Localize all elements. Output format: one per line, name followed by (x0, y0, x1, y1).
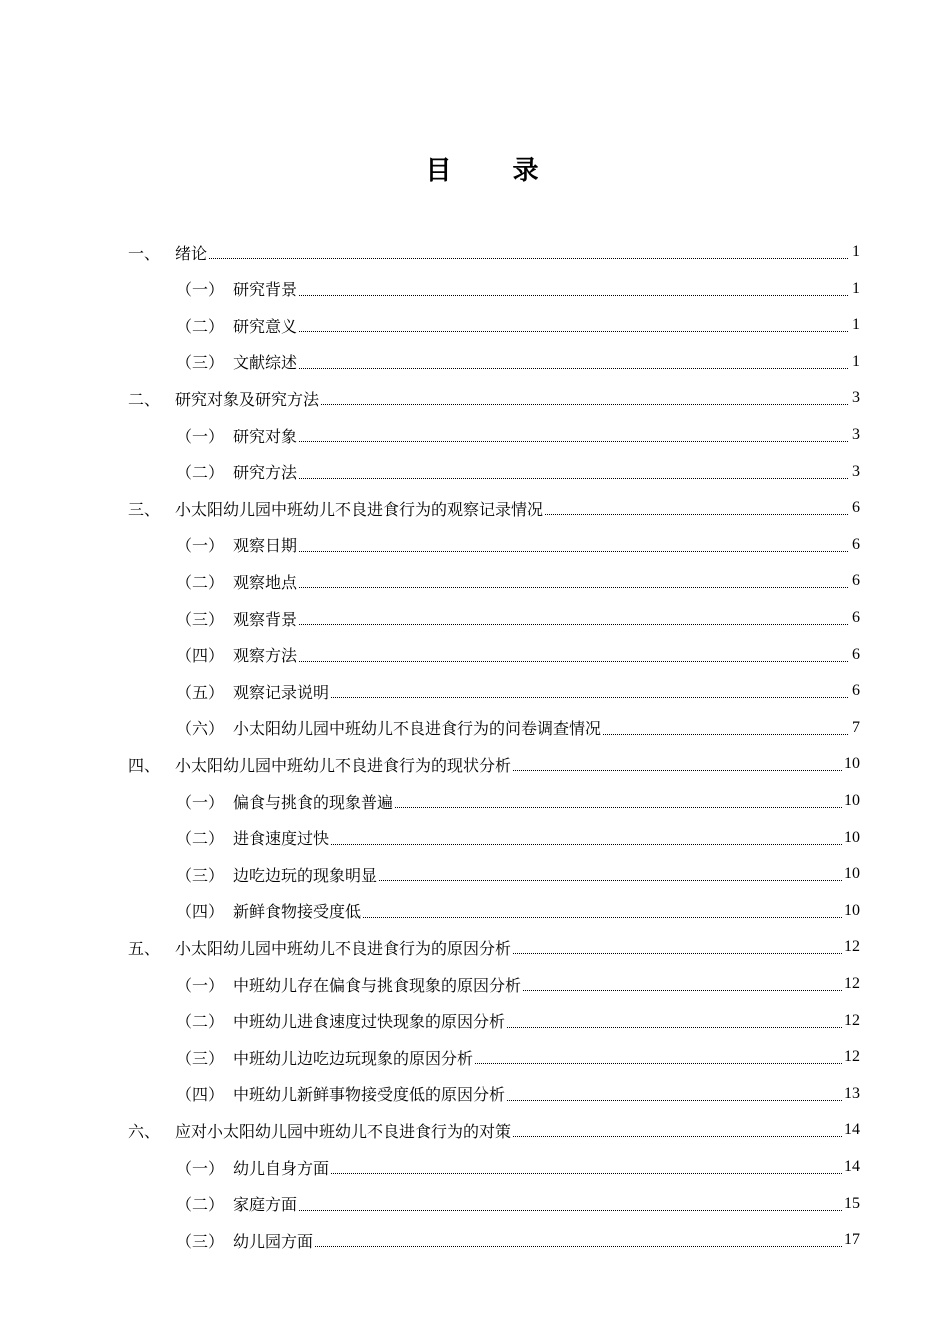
toc-section-entry[interactable] (176, 710, 860, 746)
toc-entry-page-number: 10 (844, 792, 860, 809)
toc-entry-page-number: 6 (852, 499, 860, 517)
toc-entry-label: 中班幼儿存在偏食与挑食现象的原因分析 (233, 975, 522, 995)
toc-section-entry[interactable] (176, 893, 860, 929)
toc-dot-leader (209, 257, 848, 259)
toc-dot-leader (299, 660, 848, 662)
toc-section-entry[interactable] (176, 673, 860, 709)
toc-section-entry[interactable] (176, 1222, 860, 1258)
toc-entry-page-number: 10 (844, 755, 860, 773)
toc-entry-number: 四、 (128, 755, 161, 775)
toc-entry-number: （四） (176, 646, 225, 666)
toc-entry-number: （三） (176, 1048, 225, 1068)
toc-entry-label: 观察地点 (233, 572, 298, 592)
toc-entry-number: （四） (176, 902, 225, 922)
toc-entry-number: （六） (176, 719, 225, 739)
toc-entry-number: （五） (176, 682, 225, 702)
toc-section-entry[interactable] (176, 1076, 860, 1112)
toc-entry-number: （一） (176, 792, 225, 812)
toc-section-entry[interactable] (176, 454, 860, 490)
toc-entry-label: 文献综述 (233, 353, 298, 373)
toc-entry-page-number: 12 (844, 975, 860, 992)
toc-chapter-entry[interactable] (128, 490, 860, 526)
toc-entry-label: 观察日期 (233, 536, 298, 556)
toc-dot-leader (507, 1099, 842, 1101)
toc-entry-page-number: 1 (852, 243, 860, 260)
toc-entry-page-number: 6 (852, 572, 860, 590)
toc-entry-number: （三） (176, 609, 225, 629)
toc-section-entry[interactable] (176, 344, 860, 380)
toc-entry-number: （三） (176, 1231, 225, 1251)
toc-chapter-entry[interactable] (128, 746, 860, 782)
toc-dot-leader (299, 367, 848, 369)
toc-entry-page-number: 14 (844, 1121, 860, 1139)
toc-dot-leader (299, 330, 848, 332)
toc-section-entry[interactable] (176, 1039, 860, 1075)
toc-entry-page-number: 14 (844, 1158, 860, 1175)
toc-entry-label: 观察记录说明 (233, 682, 330, 702)
toc-chapter-entry[interactable] (128, 929, 860, 965)
toc-dot-leader (331, 843, 842, 845)
toc-section-entry[interactable] (176, 1149, 860, 1185)
toc-dot-leader (331, 696, 848, 698)
toc-chapter-entry[interactable] (128, 380, 860, 416)
toc-entry-number: （四） (176, 1085, 225, 1105)
toc-entry-number: 一、 (128, 243, 161, 263)
toc-entry-page-number: 6 (852, 609, 860, 626)
toc-entry-number: （一） (176, 975, 225, 995)
toc-entry-label: 观察方法 (233, 646, 298, 666)
toc-entry-page-number: 6 (852, 535, 860, 553)
toc-dot-leader (299, 440, 848, 442)
toc-entry-page-number: 3 (852, 389, 860, 407)
toc-section-entry[interactable] (176, 417, 860, 453)
toc-entry-number: （一） (176, 1158, 225, 1178)
toc-section-entry[interactable] (176, 966, 860, 1002)
toc-section-entry[interactable] (176, 307, 860, 343)
toc-entry-label: 研究方法 (233, 463, 298, 483)
toc-entry-page-number: 17 (844, 1231, 860, 1249)
toc-entry-label: 研究背景 (233, 280, 298, 300)
toc-entry-label: 中班幼儿边吃边玩现象的原因分析 (233, 1048, 474, 1068)
toc-entry-number: （二） (176, 1012, 225, 1032)
toc-entry-label: 幼儿园方面 (233, 1231, 314, 1251)
toc-entry-label: 应对小太阳幼儿园中班幼儿不良进食行为的对策 (175, 1121, 512, 1141)
toc-entry-page-number: 13 (844, 1084, 860, 1102)
toc-entry-number: 三、 (128, 499, 161, 519)
toc-entry-label: 幼儿自身方面 (233, 1158, 330, 1178)
toc-dot-leader (545, 513, 848, 515)
toc-section-entry[interactable] (176, 637, 860, 673)
toc-entry-page-number: 12 (844, 1048, 860, 1066)
toc-dot-leader (475, 1062, 842, 1064)
toc-chapter-entry[interactable] (128, 1112, 860, 1148)
toc-dot-leader (513, 1135, 842, 1137)
toc-entry-label: 小太阳幼儿园中班幼儿不良进食行为的观察记录情况 (175, 499, 544, 519)
toc-entry-label: 中班幼儿进食速度过快现象的原因分析 (233, 1012, 506, 1032)
toc-dot-leader (321, 403, 848, 405)
toc-entry-number: （二） (176, 463, 225, 483)
toc-entry-number: （二） (176, 1195, 225, 1215)
toc-entry-number: （二） (176, 572, 225, 592)
toc-entry-page-number: 3 (852, 426, 860, 443)
toc-dot-leader (379, 879, 842, 881)
toc-dot-leader (603, 733, 848, 735)
toc-dot-leader (363, 916, 842, 918)
toc-entry-label: 中班幼儿新鲜事物接受度低的原因分析 (233, 1085, 506, 1105)
toc-section-entry[interactable] (176, 563, 860, 599)
toc-entry-page-number: 7 (852, 718, 860, 736)
toc-entry-number: 二、 (128, 389, 161, 409)
toc-dot-leader (513, 769, 842, 771)
toc-entry-label: 研究对象及研究方法 (175, 389, 320, 409)
toc-dot-leader (513, 952, 842, 954)
toc-dot-leader (507, 1026, 842, 1028)
toc-section-entry[interactable] (176, 820, 860, 856)
toc-dot-leader (299, 477, 848, 479)
toc-entry-number: （三） (176, 865, 225, 885)
toc-entry-page-number: 1 (852, 279, 860, 297)
toc-entry-page-number: 12 (844, 1011, 860, 1029)
toc-entry-label: 偏食与挑食的现象普遍 (233, 792, 394, 812)
toc-entry-label: 观察背景 (233, 609, 298, 629)
page-title: 目 录 (425, 156, 565, 186)
toc-entry-number: 六、 (128, 1121, 161, 1141)
toc-section-entry[interactable] (176, 600, 860, 636)
toc-entry-number: （二） (176, 829, 225, 849)
toc-entry-label: 进食速度过快 (233, 829, 330, 849)
toc-dot-leader (523, 989, 842, 991)
toc-entry-number: （一） (176, 536, 225, 556)
toc-entry-label: 研究对象 (233, 426, 298, 446)
toc-section-entry[interactable] (176, 271, 860, 307)
toc-section-entry[interactable] (176, 783, 860, 819)
toc-entry-label: 小太阳幼儿园中班幼儿不良进食行为的现状分析 (175, 755, 512, 775)
toc-dot-leader (299, 586, 848, 588)
toc-entry-page-number: 12 (844, 938, 860, 956)
toc-entry-number: （三） (176, 353, 225, 373)
toc-entry-label: 边吃边玩的现象明显 (233, 865, 378, 885)
toc-section-entry[interactable] (176, 856, 860, 892)
toc-dot-leader (299, 550, 848, 552)
toc-entry-page-number: 10 (844, 901, 860, 919)
toc-dot-leader (331, 1172, 842, 1174)
toc-entry-page-number: 10 (844, 828, 860, 846)
toc-entry-label: 小太阳幼儿园中班幼儿不良进食行为的问卷调查情况 (233, 719, 602, 739)
toc-dot-leader (299, 623, 848, 625)
toc-entry-number: （一） (176, 280, 225, 300)
toc-entry-page-number: 6 (852, 682, 860, 700)
toc-dot-leader (395, 806, 842, 808)
toc-chapter-entry[interactable] (128, 234, 860, 270)
toc-entry-page-number: 15 (844, 1194, 860, 1212)
toc-entry-label: 绪论 (175, 243, 208, 263)
toc-entry-label: 家庭方面 (233, 1195, 298, 1215)
toc-entry-page-number: 10 (844, 865, 860, 883)
toc-dot-leader (315, 1245, 842, 1247)
toc-entry-number: （一） (176, 426, 225, 446)
toc-section-entry[interactable] (176, 1186, 860, 1222)
toc-entry-page-number: 6 (852, 645, 860, 663)
toc-entry-label: 研究意义 (233, 316, 298, 336)
toc-section-entry[interactable] (176, 527, 860, 563)
toc-entry-number: 五、 (128, 938, 161, 958)
toc-entry-label: 新鲜食物接受度低 (233, 902, 362, 922)
toc-entry-number: （二） (176, 316, 225, 336)
toc-entry-page-number: 3 (852, 462, 860, 480)
toc-entry-page-number: 1 (852, 352, 860, 370)
toc-dot-leader (299, 1209, 842, 1211)
toc-entry-label: 小太阳幼儿园中班幼儿不良进食行为的原因分析 (175, 938, 512, 958)
toc-dot-leader (299, 294, 848, 296)
toc-entry-page-number: 1 (852, 316, 860, 334)
toc-section-entry[interactable] (176, 1003, 860, 1039)
